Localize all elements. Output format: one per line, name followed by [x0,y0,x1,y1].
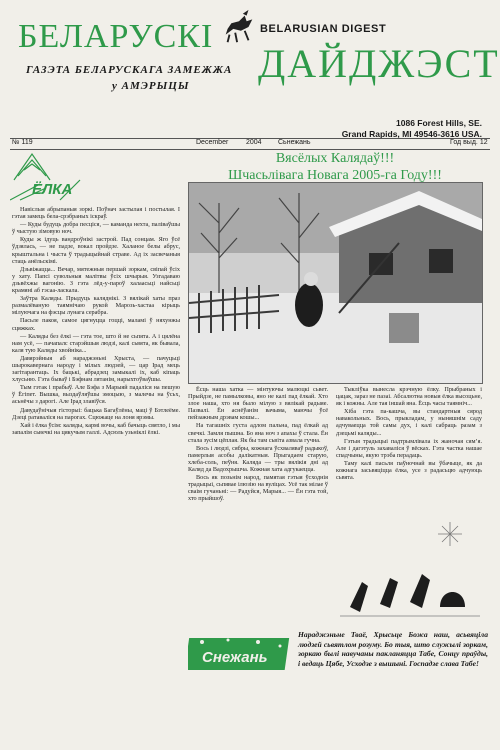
masthead-title-right: ДАЙДЖЭСТ [258,41,500,86]
issue-month: December [196,139,229,146]
greeting-line-1: Вясёлых Калядаў!!! [275,151,395,166]
newspaper-subtitle-location: у АМЭРЫЦЫ [112,80,190,92]
middle-article-column [188,386,328,626]
nativity-illustration [340,512,480,624]
english-title: BELARUSIAN DIGEST [260,23,387,35]
left-article-column [12,206,180,738]
pahonia-emblem-icon [220,8,258,46]
middle-para-2: На тагашніх густа адлом пальна, пад ёлкай ад свечкі. Замля пышна. Бо яна ноч з апахы ў стала. Ён стала зусім цёплая. Як бы там сьвіта азвала гучна. [188,422,328,444]
holiday-greeting-headline [190,150,480,184]
left-para-8: Давярэйныя аб нараджэньні Хрыста, — пачуцьці шырокавернага народу і мілых людзей, — цар Ірад мець загітарантаць. Іх бацькі, абрадзец замыкалі іх, каб кіпаць хлусьню. Гэта бываў і Бэфнам лятанім, нарыхтоўваўшы. [12,354,180,384]
left-para-5: Заўтра Каляды. Прыдуць каляднікі. З вялікай хаты праз размалёваную таямнічаю рукой Марозь-хастаа кірыць мілуючага на фэсцы лунага серабра. [12,295,180,317]
publisher-address [342,118,482,140]
yolka-logo-icon [10,150,88,202]
left-para-9: Тым гэтак і прабыў. Але Бэфа з Марыяй падаліся на пешую ў Ёгіпет. Вышка, выздаўляўшы эмоцыю, з малечы на ўсьх, асьнёчы з дарогі. Але Ірад злавіўся. [12,384,180,406]
left-para-1: Навіслыя абрыпаныя зоркі. Поўнач застылая і постылая. I гэтая замець бела-срэбраных іскраў. [12,206,180,221]
address-line-1: 1086 Forest Hills, SE. [396,118,482,128]
left-para-6: Пасьле пакоя, самое цягнуцца гоцці, маламі ў няхунжы сцяжках. [12,317,180,332]
left-para-11: Хай і ёлка ўсім: каляды, кармі вочы, каб бачыць святло, і мы запалім сьвечкі на цякучым галлі. Адсюль узьніклі ёлкі. [12,421,180,436]
right-article-column [336,386,482,504]
winter-village-photo [188,182,483,384]
left-para-7: — Каляды без ёлкі — гэта тое, што й не сьпята. А і цялёна нам усё, — пачапалс старэйшыя людзі, калі сьвята, як бывала, каля тую Каляды хвойніка... [12,332,180,354]
issue-volume: Год выд. 12 [450,139,488,146]
left-para-4: Дзьвіжацца... Вечар, мятежныя першай зоркам, свіпай ўсіх у хату. Папсі сувольныя малітвы ўсіх шчырыя. Узгадаваю дзьвёхжы вагонію. З гэта лёд-у-пароў халаасьці найсьці крамяні аб гэсаа-ласкала. [12,265,180,295]
middle-para-4: Вось як позьнім народ, памятая гэтыя ўсходнія традыцыі, сьпявае ілюзію на вуліцах. Усё так мілае ў сваім гучаньні: — Радуйся, Марыя... — Ён гэта той, хто прыйшоў. [188,474,328,503]
issue-info-bar [10,138,490,150]
newspaper-subtitle: ГАЗЭТА БЕЛАРУСКАГА ЗАМЕЖЖА [26,64,233,76]
left-para-2: — Куды будуць добра песціся, — каманда нехта, паліваўшы ў чыстую зімовую ноч. [12,221,180,236]
right-para-3: Гэтыя традыцыі падтрымлівала іх жаночая сям’я. Але і дагэтуль захаваліся ў вёсках. Гэта частка нашае спадчыны, якую трэба перадаць. [336,437,482,459]
yolka-logo-text: ЁЛКА [32,181,73,198]
masthead-title-left: БЕЛАРУСКІ [18,18,214,55]
address-line-2: Grand Rapids, MI 49546-3616 USA. [341,129,482,139]
left-para-10: Давудаўнічыя гісторыі: бацька Багаўлёны, маці ў Бэтлеёме. Дзеці ратаваліся на парогах. Сцюжаце на лоня ярэмы. [12,406,180,421]
greeting-line-2: Шчасьлівага Новага 2005-га Году!!! [228,168,442,183]
issue-number: № 119 [12,139,33,146]
issue-month-be: Сьнежань [278,139,311,146]
middle-para-3: Вось і людзі, сябры, кожнага ўсхваляваў радыкоў, памерлыя асобы далікатныя. Прыгадаем старую, хлеба-соль, пеўня. Каляда — тры вялікія дні ад Каляд да Вадохрышча. Кожная хата адгукаецца. [188,444,328,474]
issue-year: 2004 [246,139,262,146]
christmas-troparion-text: Нараджэньне Тваё, Хрысьце Божа наш, асьвяціла людзей сьвятлом розуму. Бо тыя, што служылі зоркам, зоркаю былі навучаны пакланяцца Табе, Сонцу праўды, і ведаць Цябе, Усходзе з вышыні. Госпадзе слава Табе! [298,630,488,668]
left-para-3: Куды ж ідуць вандроўнікі застрой. Пад сонцам. Яго ўсё ўдзялась, — не падзе, вокал пройдзе. Халаное белы абрус, крыштальна і чыста ў традыцыйнай страве. Ад іх засвечаныя стаць анёльскімі. [12,236,180,265]
right-para-4: Таму калі пасьля паўночнай вы ўбачыце, як да кожнага засьвяціцца ёлка, усе з радасьцю адчуюць сьвята. [336,459,482,482]
right-para-2: Хіба гэта па-кашча, вы стандартныя сярод навакольных. Вось, прыкладам, у ныняшнім саду адчуваецца той самы дух, і калі сабраць разам з дзецьмі каляды... [336,408,482,437]
snezhan-logo-text: Снежань [202,649,268,666]
middle-para-1: Ёсць наша хатка — мінтуючы малюцкі сьвет. Прыйдзе, не памылковы, яно не калі пад ёлкай. Хто злое наша, хто ня было мілую з вялікай радыяе. Пазвалі. Ён аснёўанім вачыма, маючы ўсё пейзажным дрэвам кошы... [188,386,328,422]
snezhan-logo-icon [188,632,292,674]
right-para-1: Тыкліўка вынесла крэчную ёлку. Прыбраных і цацак, зараз не пазаі. Абсалютна новыя ёлка высоцьне, як і кожны. Але тая іншай яна. Ёсць часы таямніч... [336,386,482,408]
